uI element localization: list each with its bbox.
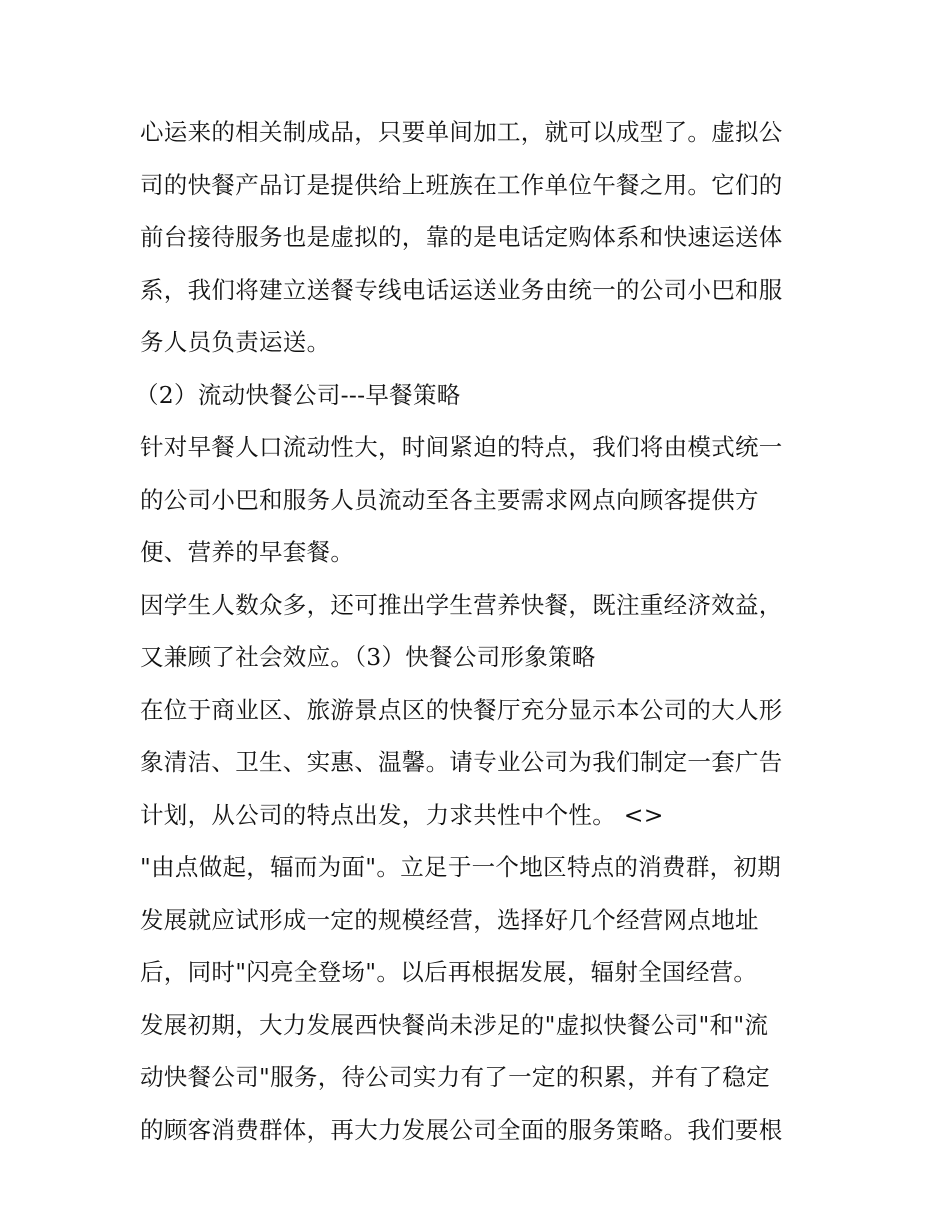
section-heading: （2）流动快餐公司---早餐策略	[135, 380, 461, 409]
text-line: 计划，从公司的特点出发，力求共性中个性。 <>	[140, 800, 664, 829]
text-line: 发展就应试形成一定的规模经营，选择好几个经营网点地址	[140, 905, 759, 934]
text-line: 因学生人数众多，还可推出学生营养快餐，既注重经济效益，	[140, 590, 783, 619]
text-line: 便、营养的早套餐。	[140, 538, 355, 566]
text-line: 又兼顾了社会效应。（3）快餐公司形象策略	[140, 643, 596, 671]
text-line: 系，我们将建立送餐专线电话运送业务由统一的公司小巴和服	[140, 275, 783, 304]
body-text	[135, 106, 830, 1156]
text-line: 针对早餐人口流动性大，时间紧迫的特点，我们将由模式统一	[140, 433, 783, 461]
text-line: 后，同时"闪亮全登场"。以后再根据发展，辐射全国经营。	[140, 958, 758, 986]
text-line: "由点做起，辐而为面"。立足于一个地区特点的消费群，初期	[140, 853, 782, 881]
text-line: 的公司小巴和服务人员流动至各主要需求网点向顾客提供方	[140, 485, 759, 514]
text-line: 在位于商业区、旅游景点区的快餐厅充分显示本公司的大人形	[140, 695, 783, 724]
text-line: 的顾客消费群体，再大力发展公司全面的服务策略。我们要根	[140, 1115, 783, 1144]
text-line: 发展初期，大力发展西快餐尚未涉足的"虚拟快餐公司"和"流	[140, 1010, 769, 1039]
text-line: 司的快餐产品订是提供给上班族在工作单位午餐之用。它们的	[140, 170, 783, 199]
text-line: 心运来的相关制成品，只要单间加工，就可以成型了。虚拟公	[140, 118, 783, 146]
text-line: 动快餐公司"服务，待公司实力有了一定的积累，并有了稳定	[140, 1063, 770, 1091]
text-line: 务人员负责运送。	[140, 328, 331, 356]
text-line: 象清洁、卫生、实惠、温馨。请专业公司为我们制定一套广告	[140, 748, 783, 776]
text-line: 前台接待服务也是虚拟的，靠的是电话定购体系和快速运送体	[140, 223, 783, 251]
